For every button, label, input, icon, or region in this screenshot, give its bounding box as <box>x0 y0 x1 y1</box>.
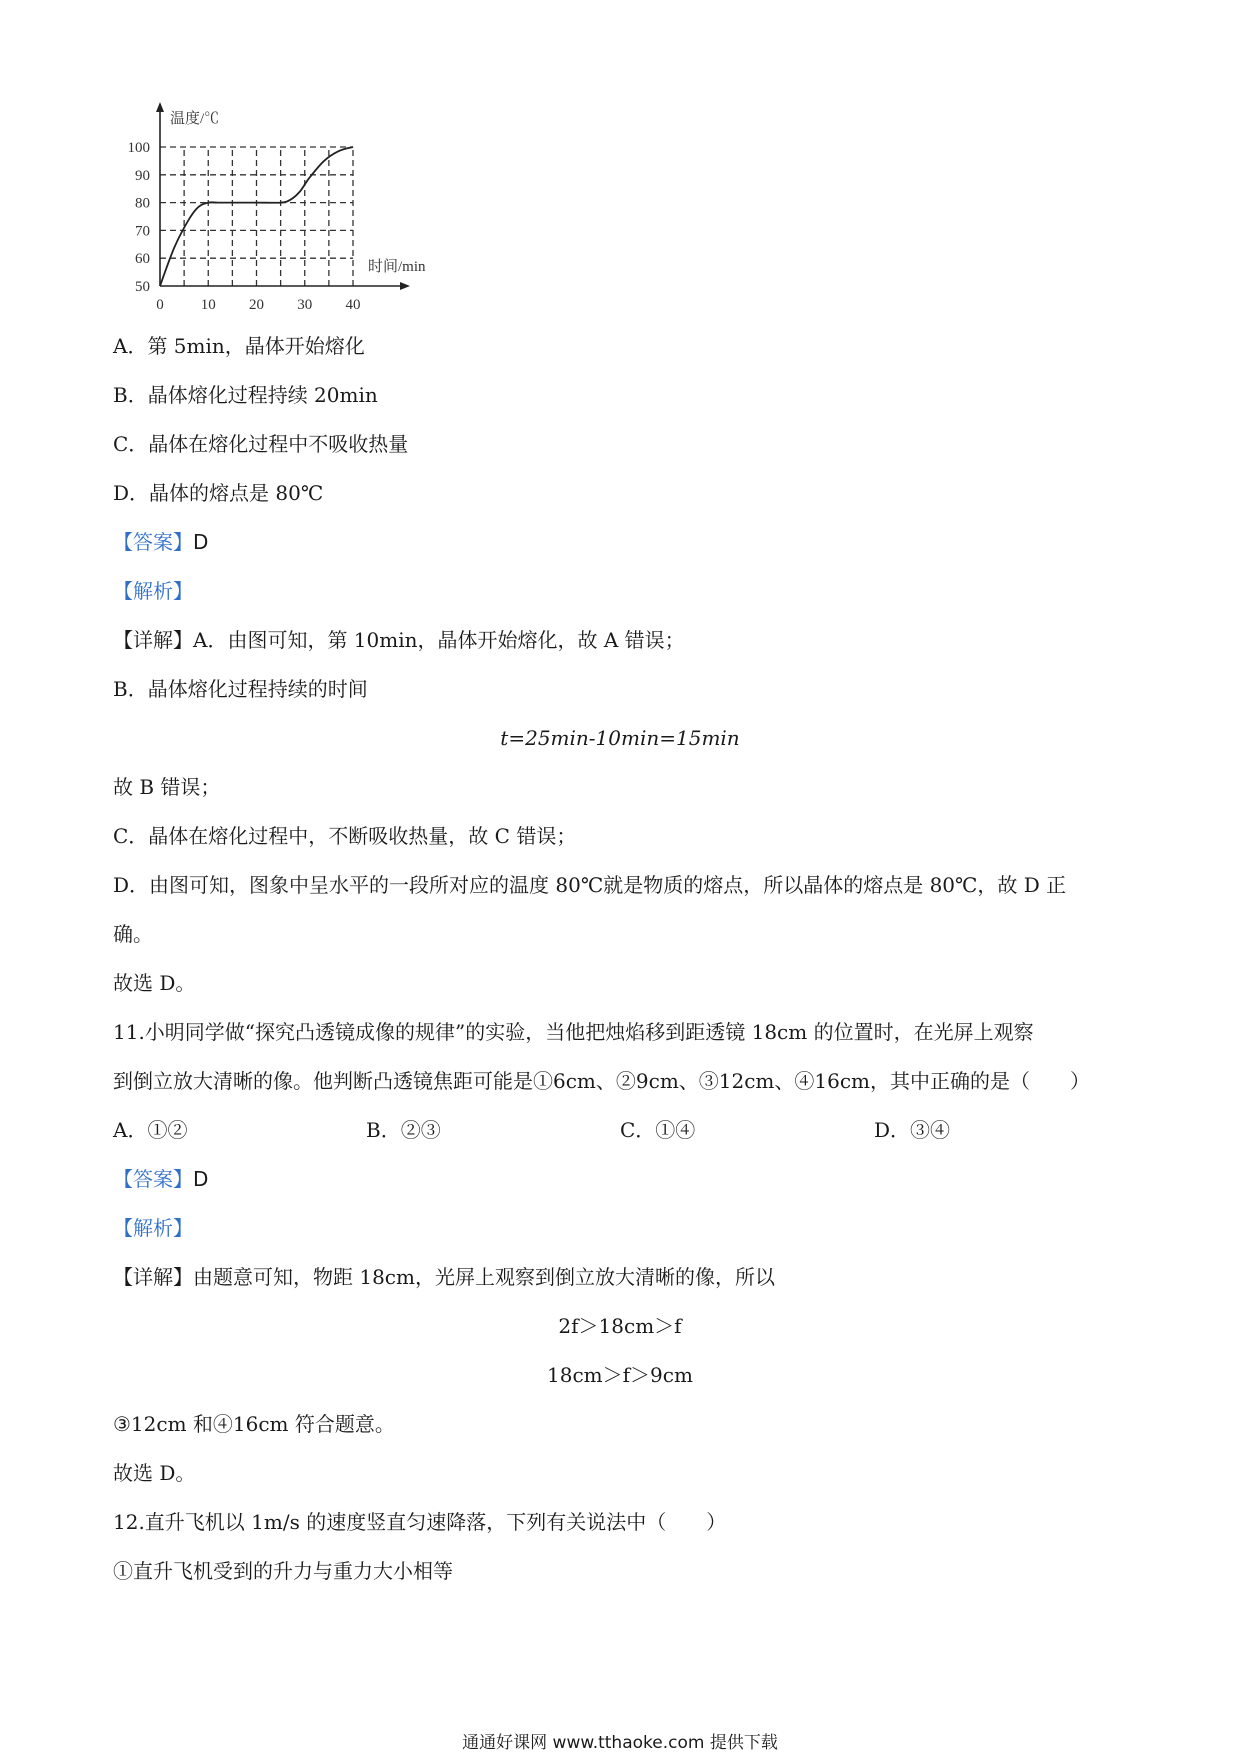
q11-option-d: D．③④ <box>874 1118 951 1142</box>
answer-value: D <box>193 1167 209 1191</box>
q10-option-d: D．晶体的熔点是 80℃ <box>113 481 324 505</box>
detail-tag: 【详解】 <box>113 628 193 652</box>
y-axis-arrow <box>156 102 164 112</box>
q10-detail-4: C．晶体在熔化过程中，不断吸收热量，故 C 错误； <box>113 824 577 848</box>
q11-formula-1: 2f＞18cm＞f <box>558 1314 682 1338</box>
x-axis-arrow <box>400 282 410 290</box>
y-tick-label: 80 <box>135 195 150 212</box>
q11-answer <box>113 1165 208 1193</box>
q11-stem-1: 11.小明同学做“探究凸透镜成像的规律”的实验，当他把烛焰移到距透镜 18cm 的位置时，在光屏上观察 <box>113 1020 1034 1044</box>
answer-tag: 【答案】 <box>113 1167 193 1191</box>
q10-conclusion: 故选 D。 <box>113 971 196 995</box>
y-tick-label: 50 <box>135 279 150 295</box>
q10-option-b: B．晶体熔化过程持续 20min <box>113 383 378 407</box>
q11-option-a: A．①② <box>113 1118 188 1142</box>
answer-tag: 【答案】 <box>113 530 193 554</box>
detail-text: 由题意可知，物距 18cm，光屏上观察到倒立放大清晰的像，所以 <box>193 1265 775 1289</box>
q11-analysis <box>113 1214 193 1242</box>
chart-ticks <box>128 140 361 313</box>
q11-option-c: C．①④ <box>620 1118 696 1142</box>
analysis-tag: 【解析】 <box>113 1216 193 1240</box>
q10-detail-6: 确。 <box>113 922 153 946</box>
q10-option-a: A．第 5min，晶体开始熔化 <box>113 334 365 358</box>
q10-formula: t=25min-10min=15min <box>500 726 740 750</box>
q10-analysis <box>113 577 193 605</box>
x-tick-label: 0 <box>156 297 164 313</box>
q11-detail-1 <box>113 1263 775 1291</box>
q10-detail-1 <box>113 626 685 654</box>
chart-grid <box>160 147 353 286</box>
q10-detail-5: D．由图可知，图象中呈水平的一段所对应的温度 80℃就是物质的熔点，所以晶体的熔点是 80℃，故 D 正 <box>113 873 1067 897</box>
analysis-tag: 【解析】 <box>113 579 193 603</box>
q10-detail-2: B．晶体熔化过程持续的时间 <box>113 677 368 701</box>
answer-value: D <box>193 530 209 554</box>
q12-item-1: ①直升飞机受到的升力与重力大小相等 <box>113 1559 453 1583</box>
page-footer: 通通好课网 www.tthaoke.com 提供下载 <box>462 1733 778 1753</box>
y-tick-label: 70 <box>135 223 150 240</box>
q11-option-b: B．②③ <box>366 1118 441 1142</box>
detail-tag: 【详解】 <box>113 1265 193 1289</box>
x-tick-label: 30 <box>297 297 313 313</box>
q10-option-c: C．晶体在熔化过程中不吸收热量 <box>113 432 409 456</box>
x-tick-label: 10 <box>200 297 216 313</box>
y-tick-label: 100 <box>127 140 150 156</box>
y-tick-label: 90 <box>135 167 150 184</box>
q10-detail-3: 故 B 错误； <box>113 775 221 799</box>
q11-stem-2: 到倒立放大清晰的像。他判断凸透镜焦距可能是①6cm、②9cm、③12cm、④16cm，其中正确的是（ ） <box>113 1069 1091 1093</box>
q11-detail-2: ③12cm 和④16cm 符合题意。 <box>113 1412 395 1436</box>
detail-text: A．由图可知，第 10min，晶体开始熔化，故 A 错误； <box>193 628 685 652</box>
q10-answer <box>113 528 208 556</box>
y-axis-label: 温度/℃ <box>170 111 220 127</box>
x-axis-label: 时间/min <box>368 259 426 275</box>
x-tick-label: 20 <box>249 297 264 313</box>
temperature-time-chart <box>0 90 1240 410</box>
q11-formula-2: 18cm＞f＞9cm <box>547 1363 693 1387</box>
q12-stem: 12.直升飞机以 1m/s 的速度竖直匀速降落，下列有关说法中（ ） <box>113 1510 727 1534</box>
q11-conclusion: 故选 D。 <box>113 1461 196 1485</box>
x-tick-label: 40 <box>345 297 361 313</box>
y-tick-label: 60 <box>135 251 150 268</box>
